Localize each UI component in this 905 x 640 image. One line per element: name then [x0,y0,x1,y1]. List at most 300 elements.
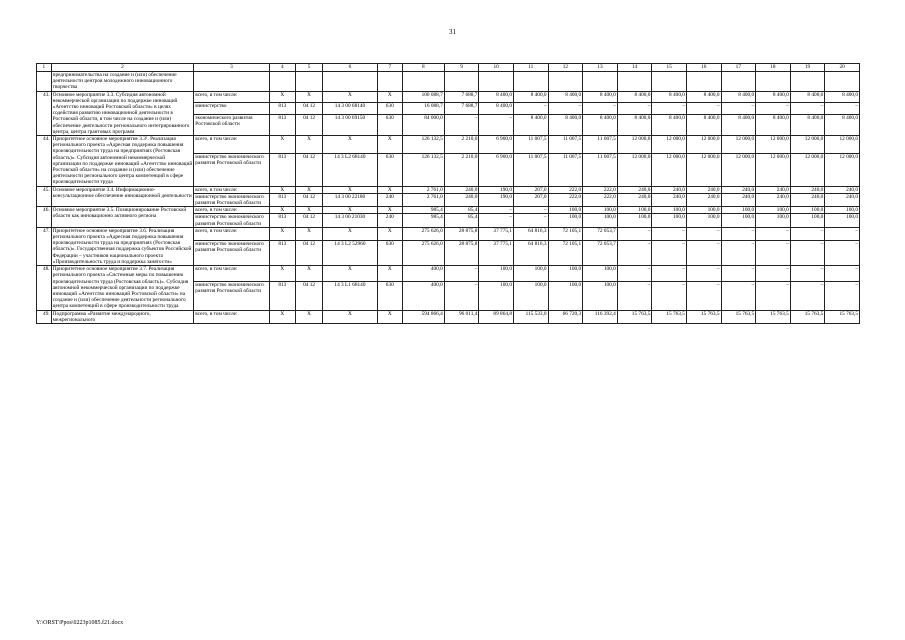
column-header: 13 [583,64,618,72]
year-amount: – [825,103,860,115]
target-article-code: 14 3 00 68140 [323,103,378,115]
section-code: 04 12 [295,281,322,310]
year-amount: 8 400,0 [513,114,548,135]
section-code: 04 12 [295,241,322,266]
expense-type-code: Х [377,207,402,214]
year-amount: 8 400,0 [790,114,825,135]
header-row [37,64,860,72]
year-amount: 37 775,1 [479,241,514,266]
year-amount: – [652,266,687,282]
year-amount [721,72,756,92]
year-amount: 100,0 [513,266,548,282]
total-amount: 594 866,4 [402,310,444,323]
year-amount: 240,0 [444,193,479,206]
year-amount: – [686,241,721,266]
target-article-code: 14 3 L1 68140 [323,281,378,310]
grbs-code: Х [269,136,295,154]
column-header: 20 [825,64,860,72]
year-amount: 8 400,0 [686,91,721,103]
year-amount: 100,0 [583,281,618,310]
row-number: 43. [37,91,52,135]
expense-type-code: 630 [377,114,402,135]
year-amount: 240,0 [721,186,756,193]
year-amount: 100,0 [548,281,583,310]
year-amount: – [652,241,687,266]
year-amount: 15 763,5 [617,310,652,323]
grbs-code: 813 [269,214,295,227]
section-code: Х [295,91,322,103]
year-amount: 6 900,0 [479,153,514,186]
year-amount: 72 053,7 [583,227,618,240]
table-row [37,310,860,323]
year-amount: 72 105,1 [548,241,583,266]
column-header: 16 [686,64,721,72]
year-amount: 8 400,0 [825,114,860,135]
section-code: Х [295,310,322,323]
measure-name: Основное мероприятие 3.5. Позиционирование Ростовской области как инновационно активного региона [51,207,194,228]
year-amount: 240,0 [617,186,652,193]
expense-type-code: 240 [377,193,402,206]
year-amount: 100,0 [825,207,860,214]
total-amount: 985,4 [402,207,444,214]
year-amount: 8 400,0 [652,114,687,135]
year-amount: 8 400,0 [756,114,791,135]
year-amount: 15 763,5 [686,310,721,323]
column-header: 10 [479,64,514,72]
year-amount: 100,0 [790,214,825,227]
year-amount: – [479,207,514,214]
year-amount: 240,0 [686,193,721,206]
year-amount: – [617,241,652,266]
section-code: Х [295,227,322,240]
year-amount: 240,0 [790,193,825,206]
year-amount: 66 720,3 [548,310,583,323]
responsible-executor: всего, в том числе: [194,266,269,282]
year-amount [652,72,687,92]
year-amount: – [652,103,687,115]
responsible-executor: экономического развития Ростовской области [194,114,269,135]
section-code: 04 12 [295,114,322,135]
year-amount: 240,0 [652,193,687,206]
expense-type-code: 630 [377,281,402,310]
total-amount: 400,0 [402,281,444,310]
year-amount: 100,0 [825,214,860,227]
target-article-code: 14 3 00 21030 [323,214,378,227]
section-code: Х [295,186,322,193]
table-row [37,186,860,193]
table-row [37,72,860,92]
year-amount: – [790,227,825,240]
target-article-code: Х [323,91,378,103]
year-amount: 116 392,4 [583,310,618,323]
column-header: 11 [513,64,548,72]
year-amount: 12 000,0 [825,153,860,186]
measure-name: Приоритетное основное мероприятие 3.3¹. Реализация регионального проекта «Адресная поддержка повышения производительности труда на предприятиях (Ростовская область)». Субсидия автономной некоммерческой организации по поддержке инноваций «Агентство инноваций Ростовской области» на создание и (или) обеспечение деятельности регионального центра компетенций в сфере производительности труда [52,136,193,186]
grbs-code: Х [269,186,295,193]
year-amount: 8 400,0 [721,114,756,135]
year-amount: 222,0 [548,193,583,206]
year-amount: – [548,103,583,115]
year-amount: 7 688,7 [444,91,479,103]
year-amount [617,72,652,92]
row-number: 45. [37,186,52,207]
year-amount: 89 864,8 [479,310,514,323]
measure-name: Основное мероприятие 3.4. Информационно-консультационное обеспечение инновационной деятельности [51,186,194,207]
year-amount: – [686,281,721,310]
year-amount: 100,0 [652,207,687,214]
year-amount: 190,0 [479,186,514,193]
year-amount: 100,0 [617,214,652,227]
responsible-executor: всего, в том числе: [194,136,269,154]
year-amount: 100,0 [479,281,514,310]
year-amount: 240,0 [686,186,721,193]
expense-type-code: Х [377,91,402,103]
total-amount: 126 132,5 [402,136,444,154]
year-amount: 28 875,8 [444,227,479,240]
year-amount: – [756,227,791,240]
year-amount: 11 007,5 [548,136,583,154]
year-amount: 85,4 [444,214,479,227]
target-article-code: Х [323,186,378,193]
row-number: 49. [37,310,52,323]
year-amount: – [721,241,756,266]
grbs-code: 813 [269,281,295,310]
year-amount [583,72,618,92]
target-article-code: 14 3 L2 68140 [323,153,378,186]
year-amount: – [825,281,860,310]
year-amount: 12 000,0 [652,136,687,154]
year-amount: 7 688,7 [444,103,479,115]
year-amount: 240,0 [721,193,756,206]
measure-name: Приоритетное основное мероприятие 3.7. Реализация регионального проекта «Системные меры по повышению производительности труда (Ростовская область)». Субсидия автономной некоммерческой организации по поддержке инноваций «Агентство инноваций Ростовской области» на создание и (или) обеспечение деятельности регионального центра компетенций в сфере производительности труда [51,266,194,310]
year-amount: 8 400,0 [756,91,791,103]
section-code: 04 12 [295,103,322,115]
section-code [295,72,322,92]
expense-type-code: Х [377,227,402,240]
year-amount: 15 763,5 [756,310,791,323]
year-amount: 11 007,5 [548,153,583,186]
year-amount: 207,0 [513,186,548,193]
year-amount: 240,0 [790,186,825,193]
section-code: 04 12 [295,193,322,206]
year-amount: 12 000,0 [790,136,825,154]
year-amount: 8 400,0 [583,114,618,135]
section-code: Х [295,207,322,214]
responsible-executor: всего, в том числе: [194,207,269,214]
year-amount: 11 007,5 [583,136,618,154]
year-amount: – [721,227,756,240]
year-amount: 240,0 [444,186,479,193]
target-article-code: Х [323,227,378,240]
column-header: 17 [721,64,756,72]
expense-type-code: 240 [377,214,402,227]
year-amount: – [617,266,652,282]
year-amount: 100,0 [583,207,618,214]
responsible-executor: министерство экономического развития Ростовской области [194,193,269,206]
section-code: 04 12 [295,214,322,227]
total-amount: 84 000,0 [402,114,444,135]
target-article-code: Х [323,136,378,154]
year-amount: 100,0 [548,266,583,282]
target-article-code: Х [323,266,378,282]
total-amount: 100 088,7 [402,91,444,103]
year-amount: – [686,227,721,240]
year-amount [825,72,860,92]
grbs-code: Х [269,266,295,282]
year-amount: 8 400,0 [825,91,860,103]
year-amount: – [825,266,860,282]
year-amount: 100,0 [652,214,687,227]
year-amount: – [756,266,791,282]
year-amount: 240,0 [825,186,860,193]
year-amount: 100,0 [790,207,825,214]
table-row [37,227,860,240]
year-amount: – [790,266,825,282]
column-header: 18 [756,64,791,72]
responsible-executor: всего, в том числе: [194,227,269,240]
row-number [37,72,52,92]
target-article-code [323,72,378,92]
year-amount: – [652,281,687,310]
grbs-code: 813 [269,103,295,115]
column-header: 1 [37,64,52,72]
year-amount: 12 000,0 [756,153,791,186]
year-amount: – [444,266,479,282]
year-amount: – [756,281,791,310]
row-number: 44. [37,136,52,187]
year-amount: – [790,103,825,115]
expense-type-code: Х [377,310,402,323]
year-amount: – [583,103,618,115]
year-amount: 37 775,1 [479,227,514,240]
total-amount: 126 132,5 [402,153,444,186]
target-article-code: 14 3 00 69150 [323,114,378,135]
section-code: Х [295,266,322,282]
year-amount: – [479,214,514,227]
year-amount: 11 007,5 [513,153,548,186]
year-amount: – [617,281,652,310]
total-amount: 985,4 [402,214,444,227]
responsible-executor: всего, в том числе: [194,186,269,193]
year-amount: 2 210,0 [444,136,479,154]
target-article-code: 14 3 L2 52960 [323,241,378,266]
expense-type-code: 630 [377,103,402,115]
year-amount: – [790,281,825,310]
year-amount: – [513,207,548,214]
responsible-executor: всего, в том числе: [194,310,269,323]
year-amount: – [756,241,791,266]
table-row [37,91,860,103]
year-amount: 8 400,0 [617,91,652,103]
page-number: 31 [449,28,456,36]
row-number: 47. [37,227,52,265]
year-amount: – [721,281,756,310]
year-amount: 8 400,0 [686,114,721,135]
grbs-code [269,72,295,92]
table-row [37,136,860,154]
year-amount: 12 000,0 [721,153,756,186]
year-amount: 8 400,0 [513,91,548,103]
responsible-executor: министерство экономического развития Ростовской области [194,214,269,227]
year-amount: 8 400,0 [790,91,825,103]
row-number: 48. [37,266,52,310]
year-amount: 190,0 [479,193,514,206]
column-header: 12 [548,64,583,72]
total-amount: 16 088,7 [402,103,444,115]
year-amount: – [617,227,652,240]
year-amount: 240,0 [825,193,860,206]
year-amount: 100,0 [617,207,652,214]
section-code: 04 12 [295,153,322,186]
target-article-code: 14 3 00 22180 [323,193,378,206]
expense-type-code: 630 [377,153,402,186]
target-article-code: Х [323,310,378,323]
year-amount: 12 000,0 [790,153,825,186]
year-amount: 12 000,0 [617,136,652,154]
year-amount: 100,0 [548,207,583,214]
year-amount: 12 000,0 [825,136,860,154]
column-header: 6 [323,64,378,72]
year-amount: – [686,103,721,115]
total-amount: 275 626,0 [402,241,444,266]
grbs-code: Х [269,310,295,323]
responsible-executor: всего, в том числе: [194,91,269,103]
year-amount: – [513,103,548,115]
year-amount: – [721,266,756,282]
year-amount [790,72,825,92]
year-amount: 100,0 [548,214,583,227]
expense-type-code: Х [377,266,402,282]
year-amount: 100,0 [513,281,548,310]
responsible-executor: министерство [194,103,269,115]
year-amount: 12 000,0 [756,136,791,154]
column-header: 2 [51,64,194,72]
responsible-executor: министерство экономического развития Ростовской области [194,153,269,186]
year-amount: 12 000,0 [721,136,756,154]
grbs-code: 813 [269,153,295,186]
year-amount: 64 816,3 [513,241,548,266]
year-amount: 8 400,0 [617,114,652,135]
year-amount [444,72,479,92]
year-amount: 240,0 [617,193,652,206]
responsible-executor [194,72,269,92]
year-amount: 222,0 [548,186,583,193]
year-amount: 100,0 [721,214,756,227]
year-amount: 8 400,0 [652,91,687,103]
year-amount: – [444,281,479,310]
year-amount: 12 000,0 [652,153,687,186]
grbs-code: 813 [269,114,295,135]
year-amount: 15 763,5 [721,310,756,323]
year-amount: 240,0 [756,193,791,206]
measure-name: Подпрограмма «Развитие международного, межрегионального [51,310,194,323]
year-amount: – [513,214,548,227]
year-amount: – [617,103,652,115]
year-amount: 6 900,0 [479,136,514,154]
grbs-code: Х [269,91,295,103]
year-amount: 96 011,4 [444,310,479,323]
year-amount: 100,0 [721,207,756,214]
column-header: 8 [402,64,444,72]
row-number: 46. [37,207,52,228]
year-amount [548,72,583,92]
year-amount: 8 400,0 [479,103,514,115]
year-amount: – [790,241,825,266]
year-amount: – [825,227,860,240]
year-amount: 240,0 [652,186,687,193]
year-amount: – [825,241,860,266]
table-row [37,207,860,214]
year-amount [513,72,548,92]
year-amount: – [479,114,514,135]
year-amount: 12 000,0 [617,153,652,186]
year-amount [686,72,721,92]
year-amount: 100,0 [686,207,721,214]
year-amount: 85,4 [444,207,479,214]
year-amount: 8 400,0 [721,91,756,103]
target-article-code: Х [323,207,378,214]
table-row [37,266,860,282]
year-amount: – [444,114,479,135]
column-header: 14 [617,64,652,72]
grbs-code: 813 [269,193,295,206]
year-amount: 100,0 [686,214,721,227]
year-amount [479,72,514,92]
file-path: Y:\ORST\Ppos\0223p1085.f21.docx [36,620,124,626]
column-header: 3 [194,64,269,72]
measure-name: Основное мероприятие 3.3. Субсидия автономной некоммерческой организации по поддержке инноваций «Агентство инноваций Ростовской области» в целях содействия развитию инновационной деятельности в Ростовской области, в том числе на создание и (или) обеспечение деятельности регионального интегрированного центра, центра грантовых программ [51,91,194,135]
year-amount: – [721,103,756,115]
column-header: 19 [790,64,825,72]
total-amount: 275 626,0 [402,227,444,240]
year-amount: 2 210,0 [444,153,479,186]
responsible-executor: министерство экономического развития Ростовской области [194,281,269,310]
year-amount: 100,0 [583,214,618,227]
year-amount: 100,0 [479,266,514,282]
column-header: 15 [652,64,687,72]
grbs-code: 813 [269,241,295,266]
year-amount: 11 007,5 [513,136,548,154]
year-amount: 222,0 [583,193,618,206]
expense-type-code: 630 [377,241,402,266]
year-amount: 8 400,0 [583,91,618,103]
total-amount: 400,0 [402,266,444,282]
grbs-code: Х [269,227,295,240]
section-code: Х [295,136,322,154]
year-amount: 8 400,0 [548,91,583,103]
total-amount [402,72,444,92]
total-amount: 2 761,0 [402,193,444,206]
year-amount: 12 000,0 [686,136,721,154]
year-amount: 64 816,3 [513,227,548,240]
year-amount [756,72,791,92]
measure-name: предпринимательства на создание и (или) обеспечение деятельности центров молодежного инновационного творчества [51,72,194,92]
expense-type-code [377,72,402,92]
expense-type-code: Х [377,186,402,193]
year-amount: – [686,266,721,282]
year-amount: 72 105,1 [548,227,583,240]
budget-table [36,63,860,324]
year-amount: 240,0 [756,186,791,193]
year-amount: – [756,103,791,115]
year-amount: 15 763,5 [652,310,687,323]
year-amount: 28 875,8 [444,241,479,266]
year-amount: 12 000,0 [686,153,721,186]
year-amount: 15 763,5 [825,310,860,323]
year-amount: 8 400,0 [479,91,514,103]
year-amount: 115 533,0 [513,310,548,323]
year-amount: 207,0 [513,193,548,206]
